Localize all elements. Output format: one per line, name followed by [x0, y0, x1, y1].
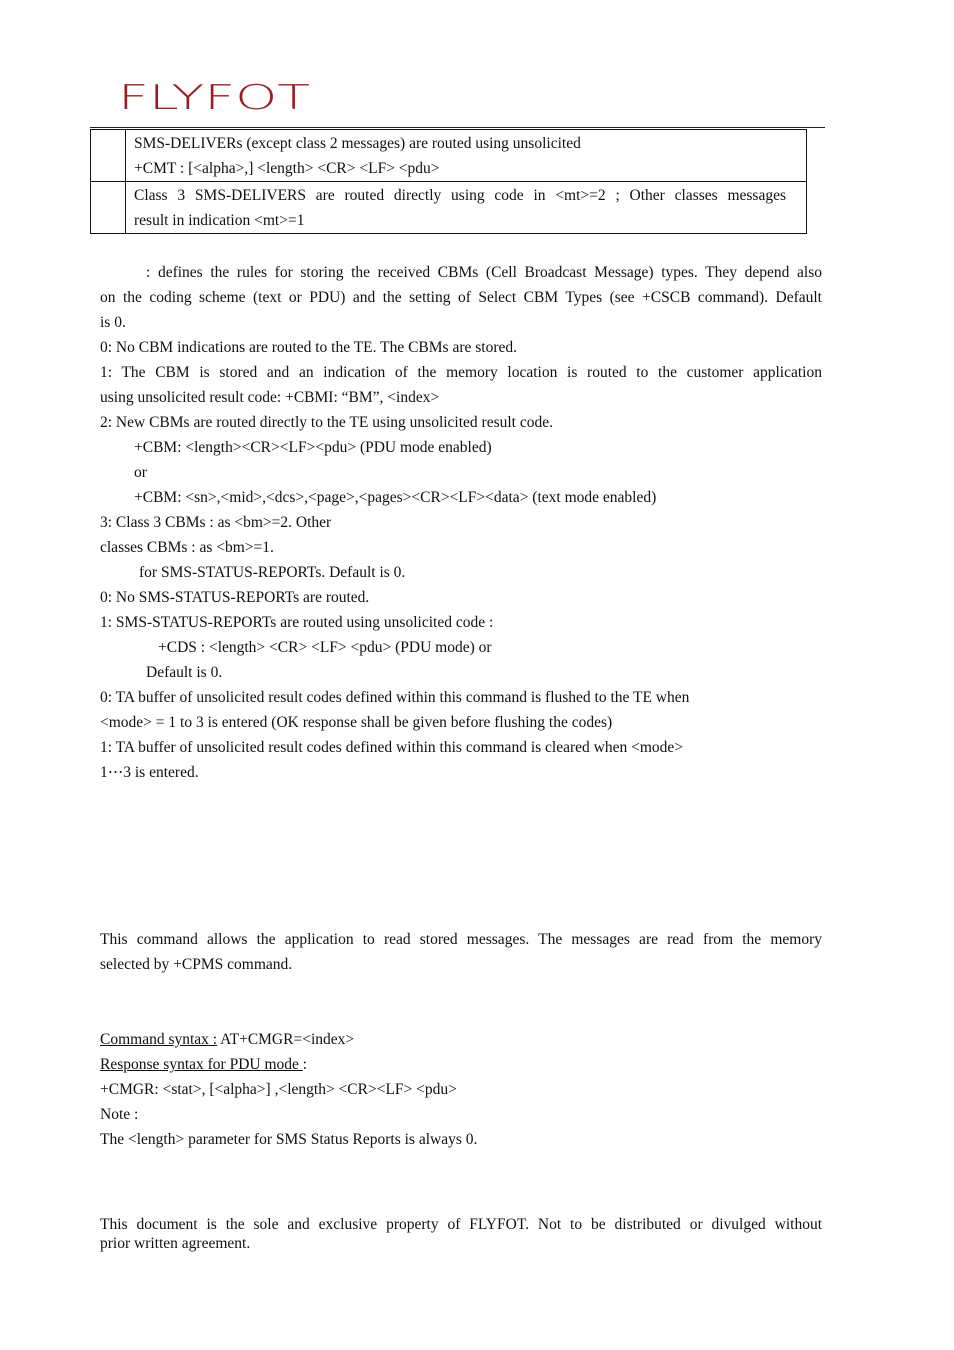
bm-option-code: +CBM: <sn>,<mid>,<dcs>,<page>,<pages><CR><LF><data> (text mode enabled) — [134, 489, 657, 506]
mt-options-table — [90, 129, 807, 234]
row-line: result in indication <mt>=1 — [134, 212, 305, 229]
note-text: The <length> parameter for SMS Status Reports is always 0. — [100, 1131, 478, 1148]
table-cell-number — [91, 182, 126, 234]
bm-option: 2: New CBMs are routed directly to the TE using unsolicited result code. — [100, 414, 553, 431]
bm-option: 0: No CBM indications are routed to the TE. The CBMs are stored. — [100, 339, 518, 356]
ds-option-code: +CDS : <length> <CR> <LF> <pdu> (PDU mode) or — [158, 639, 492, 656]
row-line: Class 3 SMS-DELIVERS are routed directly using code in <mt>=2 ; Other classes messages — [134, 187, 786, 204]
pdu-response-colon: : — [302, 1056, 308, 1073]
bm-intro-line: on the coding scheme (text or PDU) and the setting of Select CBM Types (see +CSCB command). Default — [100, 289, 822, 306]
bm-option: 1: The CBM is stored and an indication of the memory location is routed to the customer application — [100, 364, 822, 381]
header-rule — [90, 127, 825, 128]
bm-option: 3: Class 3 CBMs : as <bm>=2. Other — [100, 514, 332, 531]
note-label: Note : — [100, 1106, 139, 1123]
bfr-option: 1: TA buffer of unsolicited result codes defined within this command is cleared when <mode> — [100, 739, 684, 756]
cmgr-description: selected by +CPMS command. — [100, 956, 293, 973]
row-line: SMS-DELIVERs (except class 2 messages) are routed using unsolicited — [134, 135, 581, 152]
ds-option: 1: SMS-STATUS-REPORTs are routed using unsolicited code : — [100, 614, 494, 631]
bm-option: using unsolicited result code: +CBMI: “BM”, <index> — [100, 389, 440, 406]
logo-text: FLYFOT — [118, 80, 311, 114]
bfr-intro: Default is 0. — [146, 664, 223, 681]
footer-notice: This document is the sole and exclusive property of FLYFOT. Not to be distributed or divulged without — [100, 1216, 822, 1233]
bfr-option: <mode> = 1 to 3 is entered (OK response shall be given before flushing the codes) — [100, 714, 613, 731]
table-row — [91, 182, 807, 234]
table-cell-text — [126, 182, 807, 234]
bm-intro-line: is 0. — [100, 314, 126, 331]
bm-option-code: +CBM: <length><CR><LF><pdu> (PDU mode enabled) — [134, 439, 492, 456]
command-syntax-label: Command syntax : — [100, 1031, 218, 1048]
pdu-response-value: +CMGR: <stat>, [<alpha>] ,<length> <CR><LF> <pdu> — [100, 1081, 457, 1098]
ds-option: 0: No SMS-STATUS-REPORTs are routed. — [100, 589, 370, 606]
pdu-response-syntax — [100, 1055, 822, 1075]
cmgr-description: This command allows the application to read stored messages. The messages are read from the memory — [100, 931, 822, 948]
ds-intro: for SMS-STATUS-REPORTs. Default is 0. — [139, 564, 406, 581]
command-syntax — [100, 1030, 822, 1050]
footer-notice: prior written agreement. — [100, 1235, 251, 1252]
bm-intro-line: : defines the rules for storing the received CBMs (Cell Broadcast Message) types. They depend also — [146, 264, 822, 281]
table-cell-number — [91, 130, 126, 182]
bm-option-code: or — [134, 464, 147, 481]
bfr-option: 1⋯3 is entered. — [100, 764, 199, 781]
bm-option: classes CBMs : as <bm>=1. — [100, 539, 274, 556]
row-line: +CMT : [<alpha>,] <length> <CR> <LF> <pdu> — [134, 160, 440, 177]
flyfot-logo — [118, 80, 314, 114]
pdu-response-label: Response syntax for PDU mode — [100, 1056, 303, 1073]
command-syntax-value: AT+CMGR=<index> — [217, 1031, 355, 1048]
table-row — [91, 130, 807, 182]
table-cell-text — [126, 130, 807, 182]
bfr-option: 0: TA buffer of unsolicited result codes defined within this command is flushed to the TE when — [100, 689, 690, 706]
